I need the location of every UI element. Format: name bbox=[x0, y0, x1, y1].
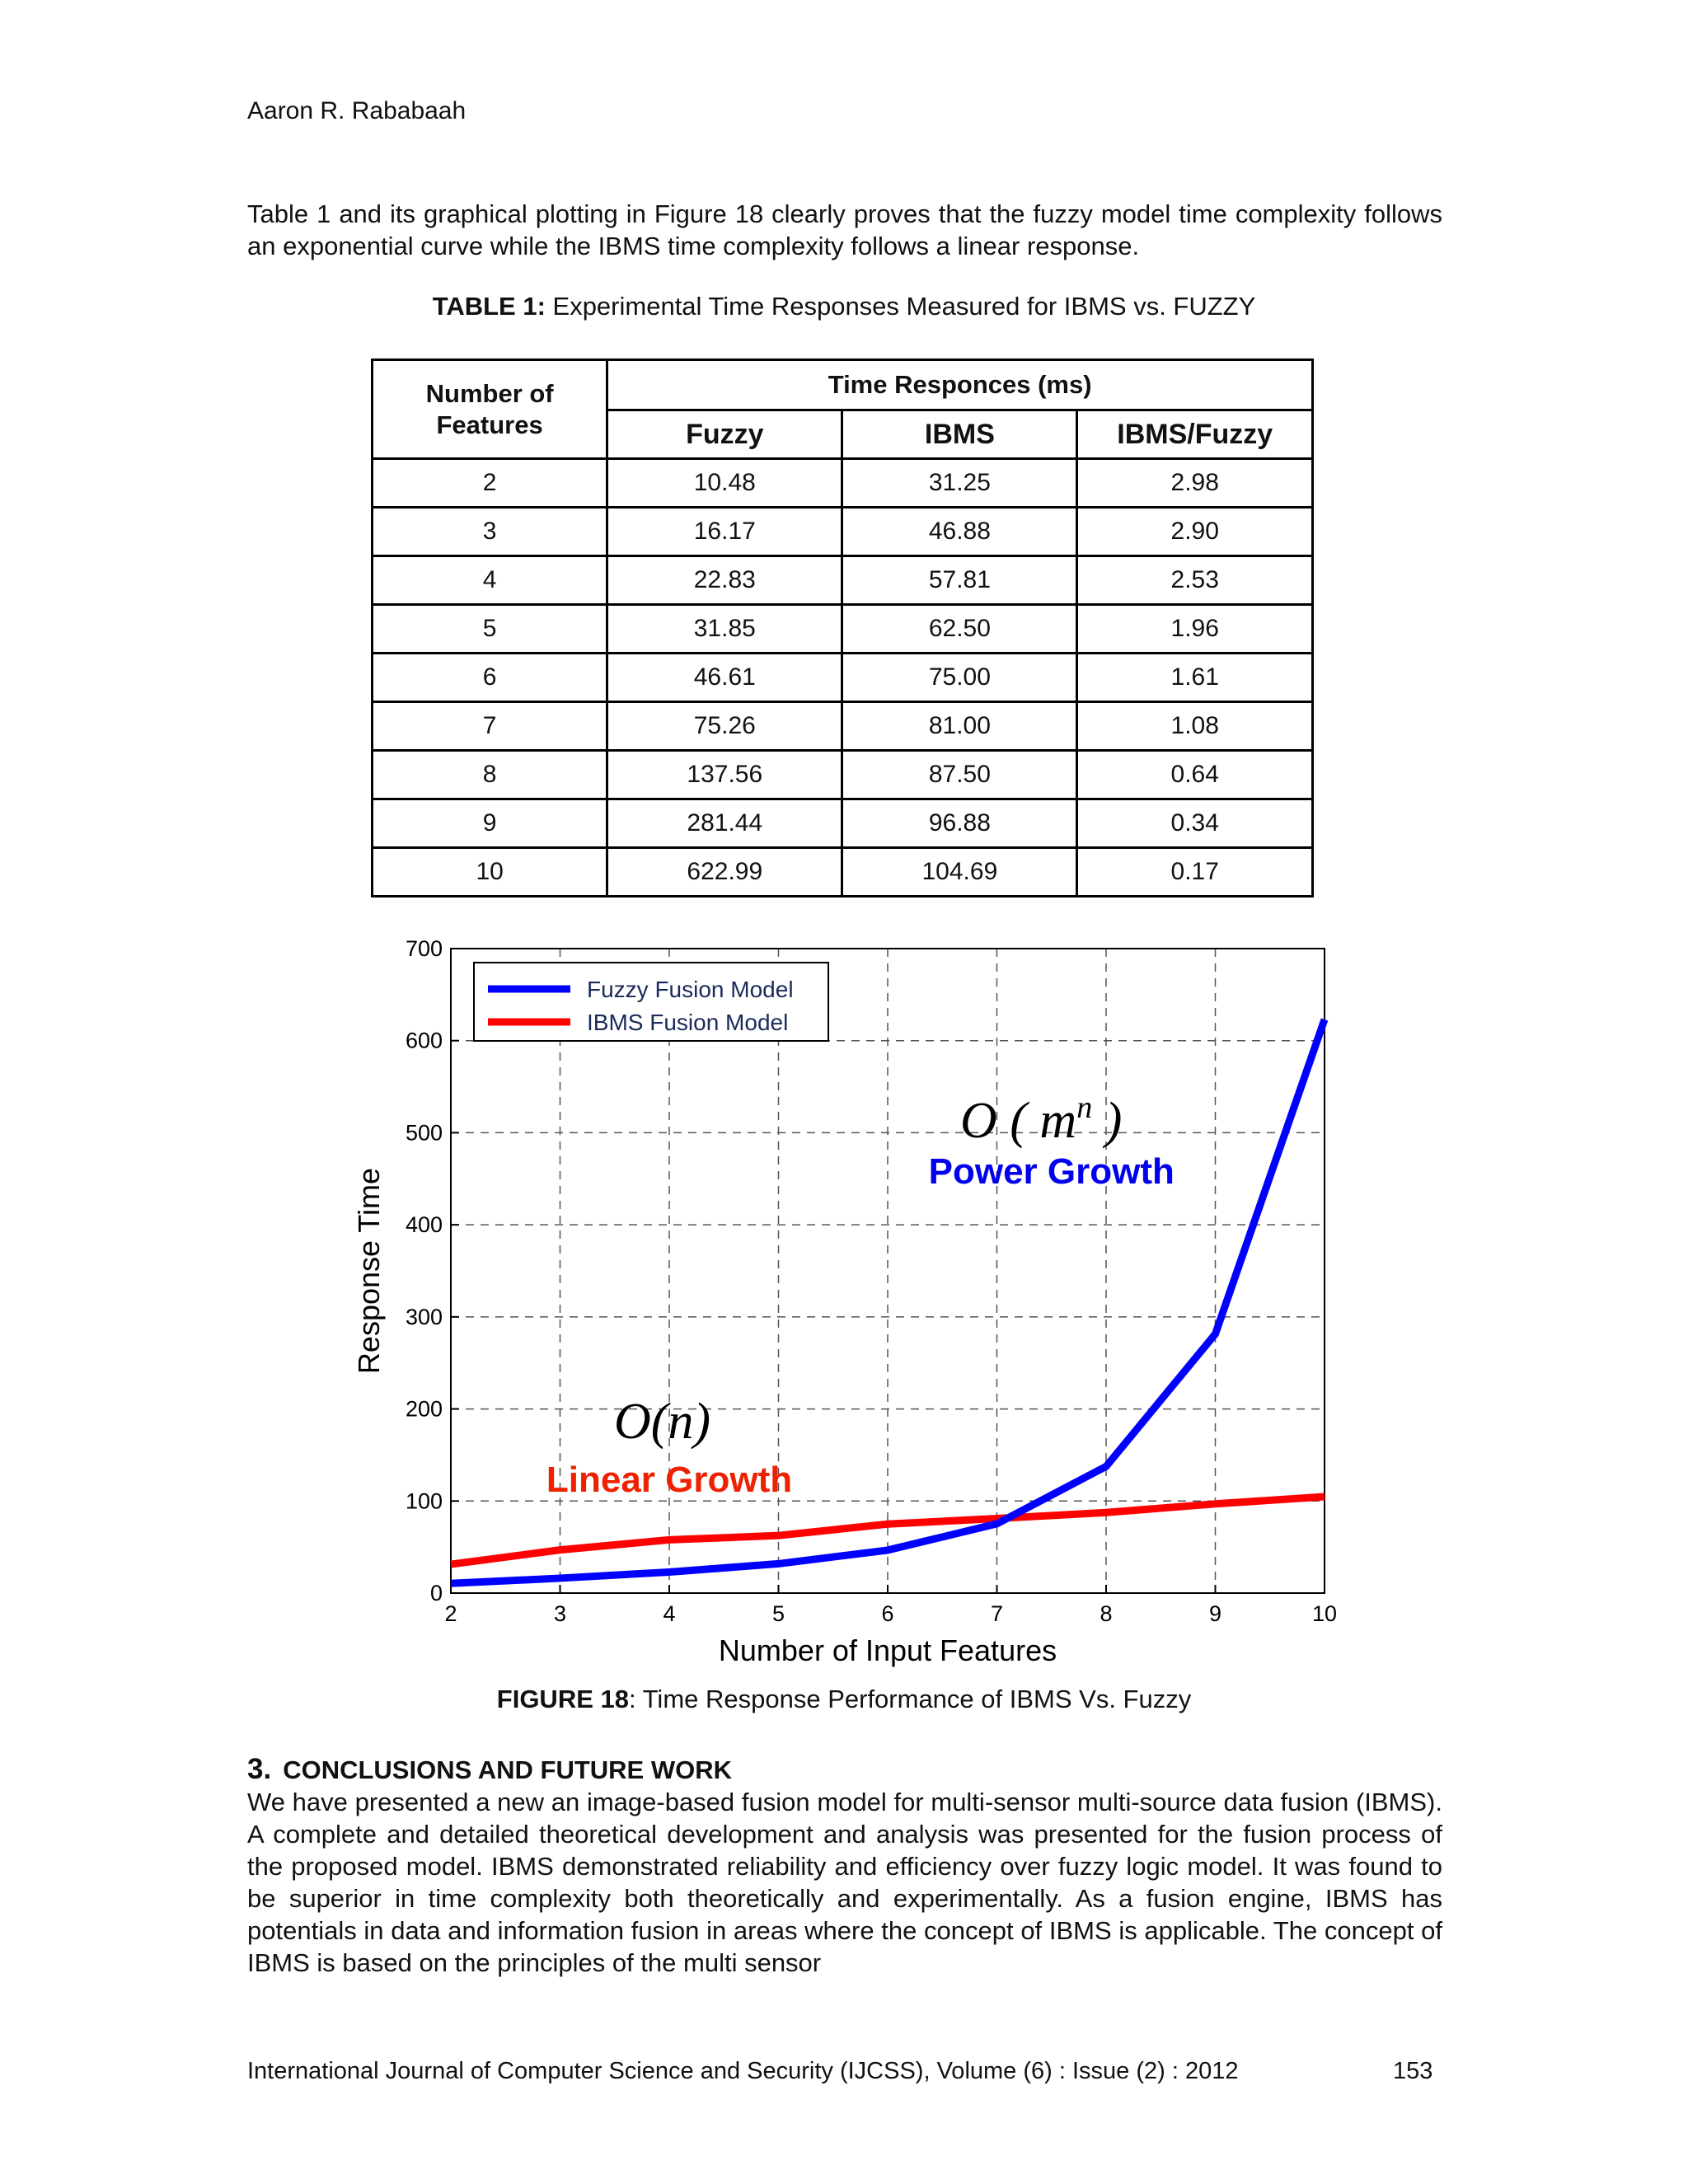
section-number: 3. bbox=[247, 1753, 272, 1785]
cell-fuzzy: 622.99 bbox=[607, 848, 842, 897]
cell-features: 2 bbox=[373, 459, 607, 508]
table-caption-label: TABLE 1: bbox=[432, 292, 546, 321]
x-axis-ticks bbox=[444, 1585, 1337, 1626]
cell-features: 7 bbox=[373, 702, 607, 751]
table-row bbox=[373, 654, 1313, 702]
cell-features: 3 bbox=[373, 508, 607, 556]
y-tick-label: 700 bbox=[405, 936, 443, 961]
cell-ibms: 75.00 bbox=[842, 654, 1077, 702]
big-o-linear-annotation: O(n) bbox=[614, 1394, 711, 1450]
cell-features: 10 bbox=[373, 848, 607, 897]
y-tick-label: 500 bbox=[405, 1120, 443, 1146]
legend-label: Fuzzy Fusion Model bbox=[587, 977, 794, 1002]
x-tick-label: 9 bbox=[1208, 1601, 1222, 1626]
x-axis-label: Number of Input Features bbox=[718, 1633, 1057, 1667]
y-axis-label: Response Time bbox=[352, 1167, 386, 1375]
cell-fuzzy: 16.17 bbox=[607, 508, 842, 556]
cell-ibms: 87.50 bbox=[842, 751, 1077, 799]
table-row bbox=[373, 702, 1313, 751]
cell-fuzzy: 137.56 bbox=[607, 751, 842, 799]
table-caption-text: Experimental Time Responses Measured for IBMS vs. FUZZY bbox=[545, 292, 1256, 321]
x-tick-label: 10 bbox=[1311, 1601, 1338, 1626]
table-row bbox=[373, 799, 1313, 848]
x-tick-label: 6 bbox=[881, 1601, 894, 1626]
footer-page-number: 153 bbox=[1393, 2058, 1433, 2084]
table-row bbox=[373, 508, 1313, 556]
section-title: CONCLUSIONS AND FUTURE WORK bbox=[283, 1755, 732, 1784]
cell-features: 6 bbox=[373, 654, 607, 702]
y-tick-label: 0 bbox=[429, 1581, 443, 1605]
x-tick-label: 7 bbox=[990, 1601, 1004, 1626]
cell-ratio: 1.96 bbox=[1077, 605, 1313, 654]
table-row bbox=[373, 459, 1313, 508]
section-heading bbox=[247, 1753, 732, 1786]
x-tick-label: 5 bbox=[771, 1601, 785, 1626]
cell-fuzzy: 281.44 bbox=[607, 799, 842, 848]
big-o-power-annotation: O ( $m^n$ ) bbox=[960, 1090, 1123, 1149]
table-row bbox=[373, 556, 1313, 605]
growth-annotation: Power Growth bbox=[928, 1151, 1175, 1192]
cell-ibms: 81.00 bbox=[842, 702, 1077, 751]
cell-ratio: 0.17 bbox=[1077, 848, 1313, 897]
cell-features: 9 bbox=[373, 799, 607, 848]
cell-fuzzy: 46.61 bbox=[607, 654, 842, 702]
x-tick-label: 4 bbox=[663, 1601, 676, 1626]
header-fuzzy: Fuzzy bbox=[607, 410, 842, 459]
cell-features: 8 bbox=[373, 751, 607, 799]
response-time-chart bbox=[346, 931, 1368, 1681]
cell-ibms: 31.25 bbox=[842, 459, 1077, 508]
table-caption bbox=[0, 292, 1688, 321]
figure-caption-label: FIGURE 18 bbox=[496, 1685, 629, 1713]
cell-features: 5 bbox=[373, 605, 607, 654]
chart-legend bbox=[474, 963, 828, 1041]
table-row bbox=[373, 848, 1313, 897]
cell-ratio: 0.34 bbox=[1077, 799, 1313, 848]
cell-ratio: 2.98 bbox=[1077, 459, 1313, 508]
cell-ibms: 46.88 bbox=[842, 508, 1077, 556]
table-row bbox=[373, 605, 1313, 654]
running-header-author: Aaron R. Rababaah bbox=[247, 97, 467, 124]
header-ibms: IBMS bbox=[842, 410, 1077, 459]
cell-ibms: 104.69 bbox=[842, 848, 1077, 897]
results-table bbox=[371, 359, 1314, 898]
cell-ratio: 2.53 bbox=[1077, 556, 1313, 605]
header-number-of-features: Number of Features bbox=[373, 360, 607, 459]
cell-fuzzy: 22.83 bbox=[607, 556, 842, 605]
x-tick-label: 3 bbox=[553, 1601, 567, 1626]
intro-paragraph: Table 1 and its graphical plotting in Figure 18 clearly proves that the fuzzy model time complexity follows an exponential curve while the IBMS time complexity follows a linear response. bbox=[247, 199, 1442, 260]
cell-ibms: 57.81 bbox=[842, 556, 1077, 605]
table-row bbox=[373, 751, 1313, 799]
y-tick-label: 300 bbox=[405, 1304, 443, 1329]
table-body bbox=[373, 459, 1313, 897]
cell-ratio: 1.08 bbox=[1077, 702, 1313, 751]
x-tick-label: 2 bbox=[444, 1601, 457, 1626]
x-tick-label: 8 bbox=[1100, 1601, 1113, 1626]
y-tick-label: 200 bbox=[405, 1396, 443, 1422]
legend-label: IBMS Fusion Model bbox=[587, 1010, 789, 1035]
growth-annotation: Linear Growth bbox=[546, 1460, 793, 1501]
y-tick-label: 100 bbox=[405, 1488, 443, 1514]
cell-fuzzy: 31.85 bbox=[607, 605, 842, 654]
y-tick-label: 600 bbox=[405, 1028, 443, 1053]
header-time-responses: Time Responces (ms) bbox=[607, 360, 1313, 410]
cell-fuzzy: 75.26 bbox=[607, 702, 842, 751]
figure-caption-text: : Time Response Performance of IBMS Vs. Fuzzy bbox=[628, 1685, 1192, 1713]
footer-journal: International Journal of Computer Science and Security (IJCSS), Volume (6) : Issue (2) : 2012 bbox=[247, 2058, 1239, 2084]
cell-ibms: 62.50 bbox=[842, 605, 1077, 654]
cell-ratio: 2.90 bbox=[1077, 508, 1313, 556]
y-tick-label: 400 bbox=[405, 1212, 443, 1238]
cell-ratio: 0.64 bbox=[1077, 751, 1313, 799]
conclusion-paragraph: We have presented a new an image-based fusion model for multi-sensor multi-source data fusion (IBMS). A complete and detailed theoretical development and analysis was presented for the fusion process of the proposed model. IBMS demonstrated reliability and efficiency over fuzzy logic model. It was found to be superior in time complexity both theoretically and experimentally. As a fusion engine, IBMS has potentials in data and information fusion in areas where the concept of IBMS is applicable. The concept of IBMS is based on the principles of the multi sensor bbox=[247, 1788, 1442, 1977]
header-ibms-fuzzy-ratio: IBMS/Fuzzy bbox=[1077, 410, 1313, 459]
cell-features: 4 bbox=[373, 556, 607, 605]
cell-fuzzy: 10.48 bbox=[607, 459, 842, 508]
figure-caption bbox=[0, 1685, 1688, 1714]
cell-ratio: 1.61 bbox=[1077, 654, 1313, 702]
cell-ibms: 96.88 bbox=[842, 799, 1077, 848]
